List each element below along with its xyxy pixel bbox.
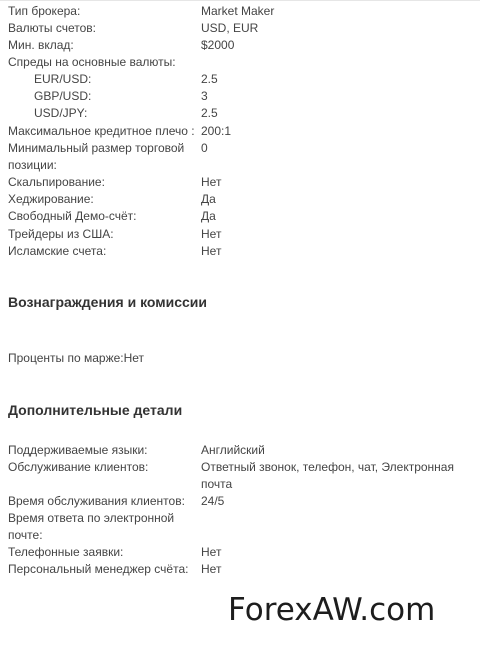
margin-interest-text: Проценты по марже:Нет: [8, 351, 145, 365]
hedging-value: Да: [201, 192, 216, 206]
email-response-label: Время ответа по электронной почте:: [8, 511, 175, 542]
demo-account-label: Свободный Демо-счёт:: [8, 209, 137, 223]
max-leverage-label: Максимальное кредитное плечо :: [8, 124, 195, 138]
broker-type-label: Тип брокера:: [8, 4, 81, 18]
islamic-accounts-label: Исламские счета:: [8, 244, 107, 258]
max-leverage-value: 200:1: [201, 124, 232, 138]
spread-usdjpy-value: 2.5: [201, 106, 218, 120]
spreads-label: Спреды на основные валюты:: [8, 55, 176, 69]
min-deposit-label: Мин. вклад:: [8, 38, 74, 52]
spread-gbpusd-label: GBP/USD:: [34, 89, 92, 103]
customer-service-label: Обслуживание клиентов:: [8, 460, 149, 474]
islamic-accounts-value: Нет: [201, 244, 222, 258]
phone-orders-label: Телефонные заявки:: [8, 545, 124, 559]
hedging-label: Хеджирование:: [8, 192, 94, 206]
service-hours-label: Время обслуживания клиентов:: [8, 494, 185, 508]
customer-service-value: Ответный звонок, телефон, чат, Электронная почта: [201, 460, 454, 491]
languages-label: Поддерживаемые языки:: [8, 443, 148, 457]
us-traders-label: Трейдеры из США:: [8, 227, 114, 241]
account-manager-label: Персональный менеджер счёта:: [8, 562, 189, 576]
spread-eurusd-value: 2.5: [201, 72, 218, 86]
broker-type-value: Market Maker: [201, 4, 275, 18]
us-traders-value: Нет: [201, 227, 222, 241]
account-manager-value: Нет: [201, 562, 222, 576]
rewards-heading: Вознаграждения и комиссии: [8, 294, 208, 310]
min-position-value: 0: [201, 141, 208, 155]
scalping-value: Нет: [201, 175, 222, 189]
forexaw-watermark-logo: ForexAW.com: [228, 592, 436, 628]
min-deposit-value: $2000: [201, 38, 235, 52]
languages-value: Английский: [201, 443, 265, 457]
spread-eurusd-label: EUR/USD:: [34, 72, 92, 86]
service-hours-value: 24/5: [201, 494, 225, 508]
details-heading: Дополнительные детали: [8, 402, 183, 418]
phone-orders-value: Нет: [201, 545, 222, 559]
scalping-label: Скальпирование:: [8, 175, 105, 189]
spread-gbpusd-value: 3: [201, 89, 208, 103]
account-currencies-value: USD, EUR: [201, 21, 259, 35]
demo-account-value: Да: [201, 209, 216, 223]
top-divider: [0, 0, 480, 1]
account-currencies-label: Валюты счетов:: [8, 21, 97, 35]
spread-usdjpy-label: USD/JPY:: [34, 106, 88, 120]
min-position-label: Минимальный размер торговой позиции:: [8, 141, 185, 172]
